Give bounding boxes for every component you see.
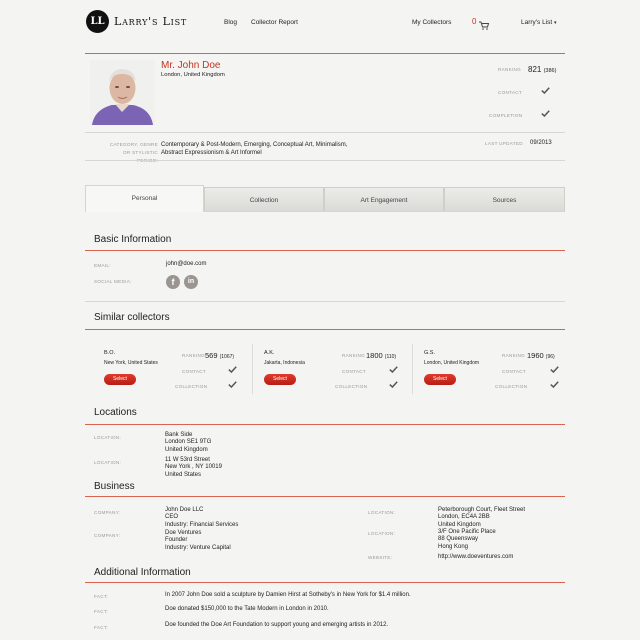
collector-location: Jakarta, Indonesia bbox=[264, 360, 305, 366]
completion-check-icon bbox=[541, 110, 550, 117]
basic-info-title: Basic Information bbox=[94, 234, 172, 245]
website-label: WEBSITE: bbox=[368, 555, 393, 560]
profile-mid-rule bbox=[85, 132, 565, 133]
basic-info-bottom-rule bbox=[85, 301, 565, 302]
cart-count: 0 bbox=[472, 17, 477, 26]
locations-rule bbox=[85, 424, 565, 425]
avatar bbox=[90, 60, 155, 125]
tabs-bottom-rule bbox=[204, 211, 565, 212]
profile-name: Mr. John Doe bbox=[161, 60, 221, 71]
additional-info-title: Additional Information bbox=[94, 567, 191, 578]
ranking-sub: (386) bbox=[543, 68, 557, 74]
collection-check-icon bbox=[389, 381, 398, 388]
cart[interactable] bbox=[470, 17, 494, 27]
nav-blog[interactable]: Blog bbox=[224, 19, 238, 26]
last-updated-value: 09/2013 bbox=[530, 140, 552, 146]
card-divider bbox=[412, 344, 413, 394]
contact-label: CONTACT bbox=[342, 369, 366, 374]
similar-collector-card bbox=[260, 346, 405, 394]
fact-text: Doe founded the Doe Art Foundation to support young and emerging artists in 2012. bbox=[165, 622, 389, 628]
business-title: Business bbox=[94, 481, 135, 492]
profile-top-rule bbox=[85, 53, 565, 54]
location-label: LOCATION: bbox=[94, 435, 122, 440]
collector-name: A.K. bbox=[264, 350, 275, 356]
account-label: Larry's List bbox=[521, 19, 553, 26]
business-location-label: LOCATION: bbox=[368, 510, 396, 515]
similar-collector-card bbox=[420, 346, 565, 394]
cart-icon bbox=[479, 17, 489, 35]
account-menu[interactable] bbox=[521, 19, 557, 26]
collection-label: COLLECTION bbox=[175, 384, 208, 389]
collector-name: B.O. bbox=[104, 350, 116, 356]
ranking-number: 821 bbox=[528, 65, 542, 74]
similar-collectors-rule bbox=[85, 329, 565, 330]
profile-bottom-rule bbox=[85, 160, 565, 161]
card-divider bbox=[252, 344, 253, 394]
location-address: Bank Side London SE1 9TG United Kingdom bbox=[165, 432, 212, 453]
fact-label: FACT: bbox=[94, 625, 109, 630]
contact-label: CONTACT bbox=[498, 90, 522, 95]
collector-rank: 569 (1067) bbox=[205, 351, 235, 360]
company-label: COMPANY: bbox=[94, 510, 121, 515]
fact-text: In 2007 John Doe sold a sculpture by Damien Hirst at Sotheby's in New York for $1.4 million. bbox=[165, 592, 411, 598]
last-updated-label: LAST UPDATED bbox=[485, 141, 523, 146]
nav-collector-report[interactable]: Collector Report bbox=[251, 19, 298, 26]
company-details: Doe Ventures Founder Industry: Venture Capital bbox=[165, 530, 231, 551]
contact-check-icon bbox=[389, 366, 398, 373]
category-label: CATEGORY, GENRE OR STYLISTIC bbox=[109, 142, 158, 155]
fact-label: FACT: bbox=[94, 594, 109, 599]
ranking-label: RANKING bbox=[498, 67, 522, 72]
collection-label: COLLECTION bbox=[335, 384, 368, 389]
fact-text: Doe donated $150,000 to the Tate Modern in London in 2010. bbox=[165, 606, 329, 612]
ranking-label: RANKING bbox=[502, 353, 526, 358]
completion-label: COMPLETION bbox=[489, 113, 523, 118]
business-location-label: LOCATION: bbox=[368, 531, 396, 536]
collector-name: G.S. bbox=[424, 350, 436, 356]
select-button[interactable]: Select bbox=[264, 374, 296, 385]
email-label: EMAIL: bbox=[94, 263, 111, 268]
tab-sources[interactable]: Sources bbox=[444, 187, 565, 212]
location-label: LOCATION: bbox=[94, 460, 122, 465]
logo[interactable] bbox=[86, 10, 190, 34]
locations-title: Locations bbox=[94, 407, 137, 418]
select-button[interactable]: Select bbox=[424, 374, 456, 385]
similar-collectors-title: Similar collectors bbox=[94, 312, 170, 323]
select-button[interactable]: Select bbox=[104, 374, 136, 385]
fact-label: FACT: bbox=[94, 609, 109, 614]
business-rule bbox=[85, 496, 565, 497]
business-location-address: 3/F One Pacific Place 88 Queensway Hong Kong bbox=[438, 529, 496, 550]
tab-art-engagement[interactable]: Art Engagement bbox=[324, 187, 444, 212]
basic-info-rule bbox=[85, 250, 565, 251]
website-link[interactable]: http://www.doeventures.com bbox=[438, 554, 514, 560]
contact-label: CONTACT bbox=[182, 369, 206, 374]
business-location-address: Peterborough Court, Fleet Street London, EC4A 2BB United Kingdom bbox=[438, 507, 526, 528]
ranking-label: RANKING bbox=[182, 353, 206, 358]
location-address: 11 W 53rd Street New York , NY 10019 United States bbox=[165, 457, 222, 478]
tab-personal[interactable]: Personal bbox=[85, 185, 204, 212]
company-label: COMPANY: bbox=[94, 533, 121, 538]
profile-location: London, United Kingdom bbox=[161, 72, 225, 78]
contact-check-icon bbox=[541, 87, 550, 94]
category-value: Contemporary & Post-Modern, Emerging, Conceptual Art, Minimalism, Abstract Expressionism & Art Informel bbox=[161, 142, 348, 156]
collection-check-icon bbox=[228, 381, 237, 388]
contact-check-icon bbox=[228, 366, 237, 373]
collection-check-icon bbox=[550, 381, 559, 388]
tab-collection[interactable]: Collection bbox=[204, 187, 324, 212]
collector-rank: 1960 (96) bbox=[527, 351, 555, 360]
facebook-icon[interactable]: f bbox=[166, 275, 180, 289]
collector-location: London, United Kingdom bbox=[424, 360, 480, 366]
collection-label: COLLECTION bbox=[495, 384, 528, 389]
ranking-value bbox=[528, 65, 556, 74]
additional-info-rule bbox=[85, 582, 565, 583]
nav-my-collectors[interactable]: My Collectors bbox=[412, 19, 452, 26]
collector-rank: 1800 (110) bbox=[366, 351, 397, 360]
linkedin-icon[interactable]: in bbox=[184, 275, 198, 289]
contact-check-icon bbox=[550, 366, 559, 373]
similar-collector-card bbox=[100, 346, 245, 394]
ranking-label: RANKING bbox=[342, 353, 366, 358]
contact-label: CONTACT bbox=[502, 369, 526, 374]
logo-mark-icon: LL bbox=[86, 10, 109, 33]
chevron-down-icon: ▾ bbox=[554, 20, 557, 26]
company-details: John Doe LLC CEO Industry: Financial Services bbox=[165, 507, 239, 528]
collector-location: New York, United States bbox=[104, 360, 158, 366]
social-media-label: SOCIAL MEDIA: bbox=[94, 279, 132, 284]
logo-text: Larry's List bbox=[114, 15, 188, 28]
email-value[interactable]: john@doe.com bbox=[166, 261, 207, 267]
